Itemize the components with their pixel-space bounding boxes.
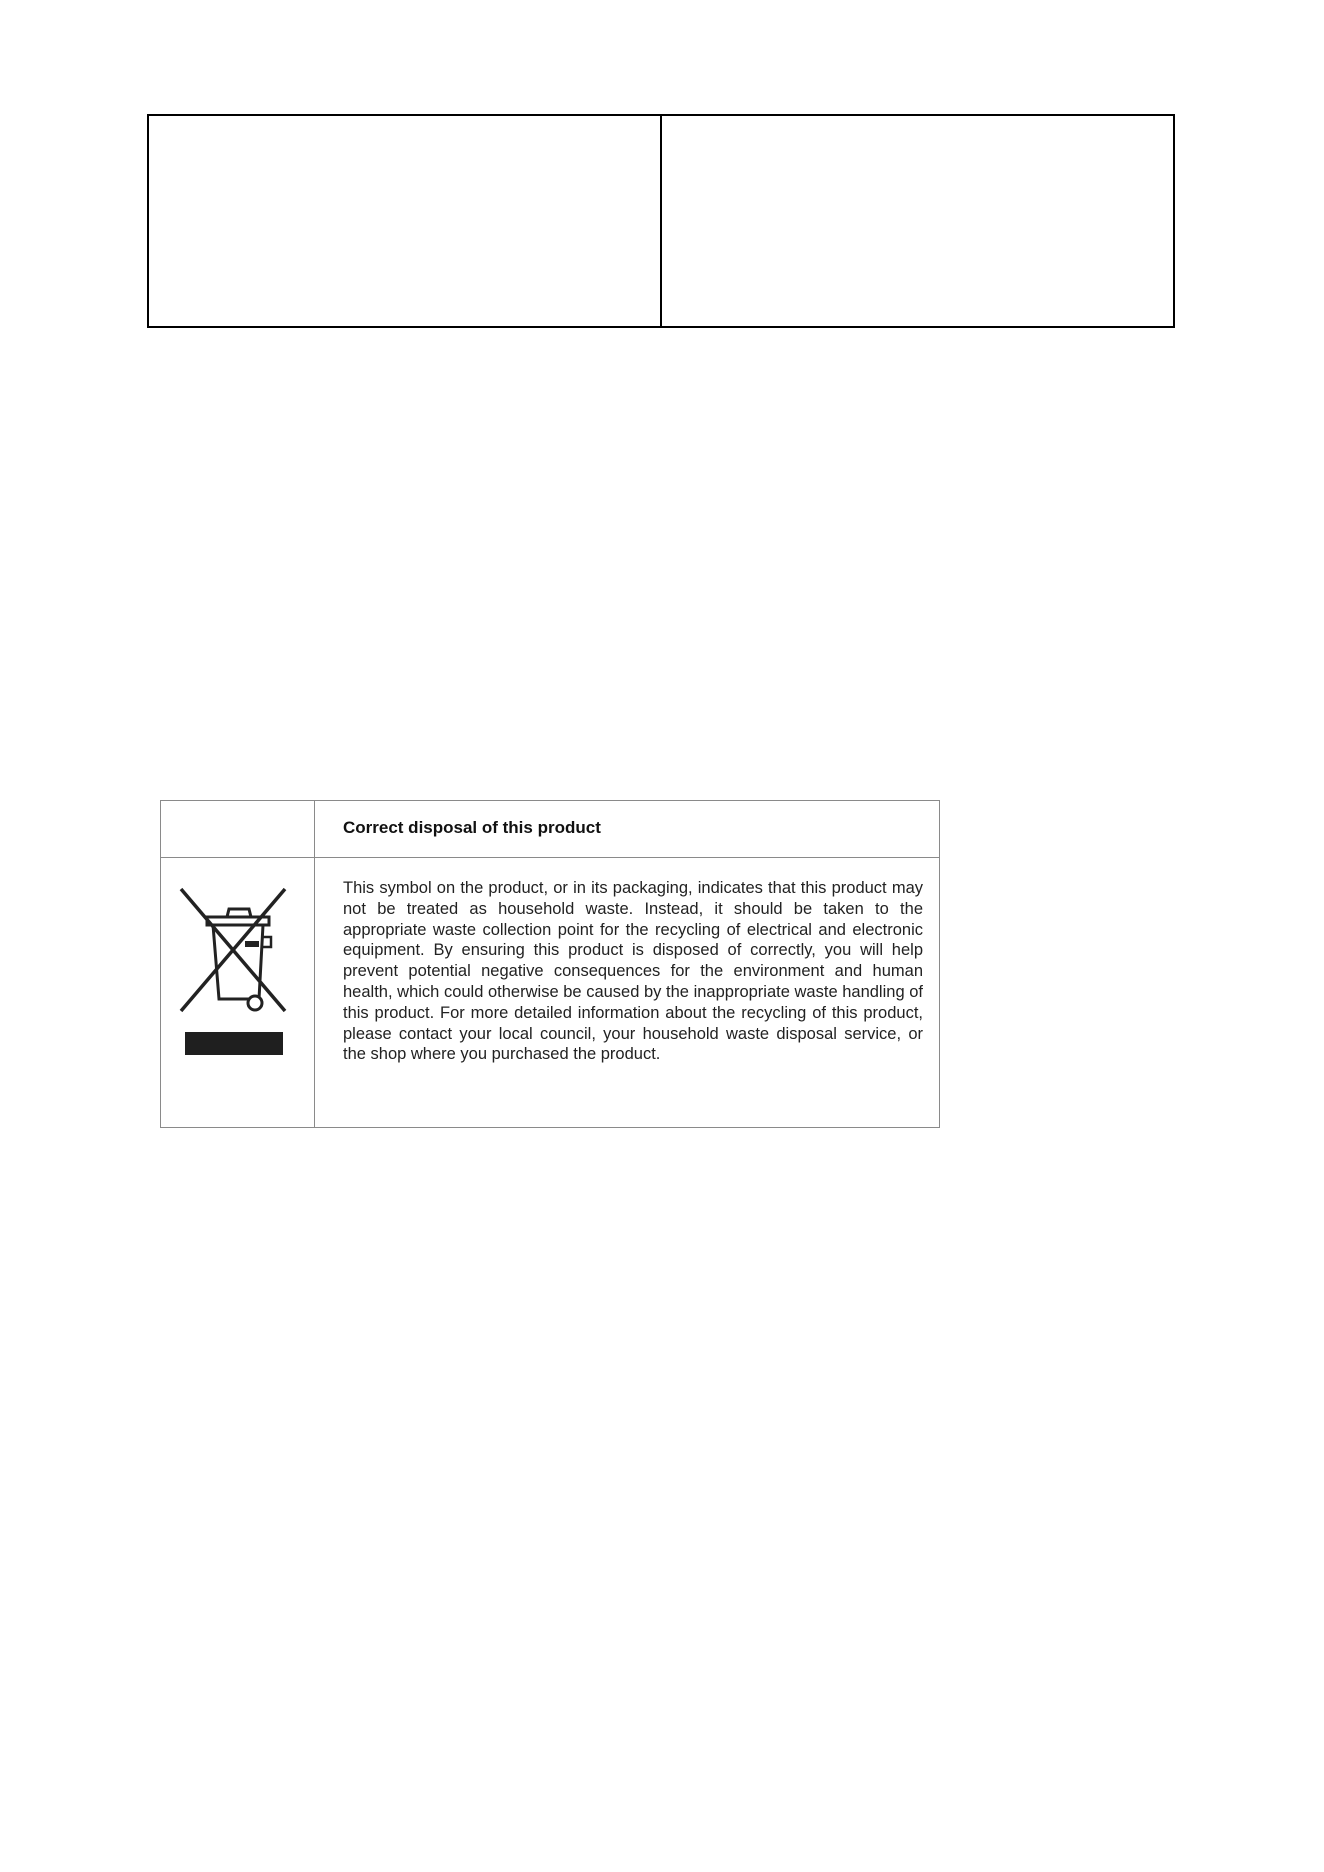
disposal-table-column-divider — [314, 801, 315, 1127]
top-empty-table — [147, 114, 1175, 328]
top-table-right-cell — [662, 116, 1173, 326]
disposal-description: This symbol on the product, or in its packaging, indicates that this product may not be treated as household waste. Instead, it should be taken to the appropriate waste collection point for the recycling of electrical and electronic equipment. By ensuring this product is disposed of correctly, you will help prevent potential negative consequences for the environment and human health, which could otherwise be caused by the inappropriate waste handling of this product. For more detailed information about the recycling of this product, please contact your local council, your household waste disposal service, or the shop where you purchased the product. — [343, 879, 923, 1064]
disposal-title: Correct disposal of this product — [343, 818, 601, 837]
crossed-out-wheelie-bin-icon — [175, 877, 301, 1061]
disposal-info-table — [160, 800, 940, 1128]
top-table-left-cell — [149, 116, 662, 326]
